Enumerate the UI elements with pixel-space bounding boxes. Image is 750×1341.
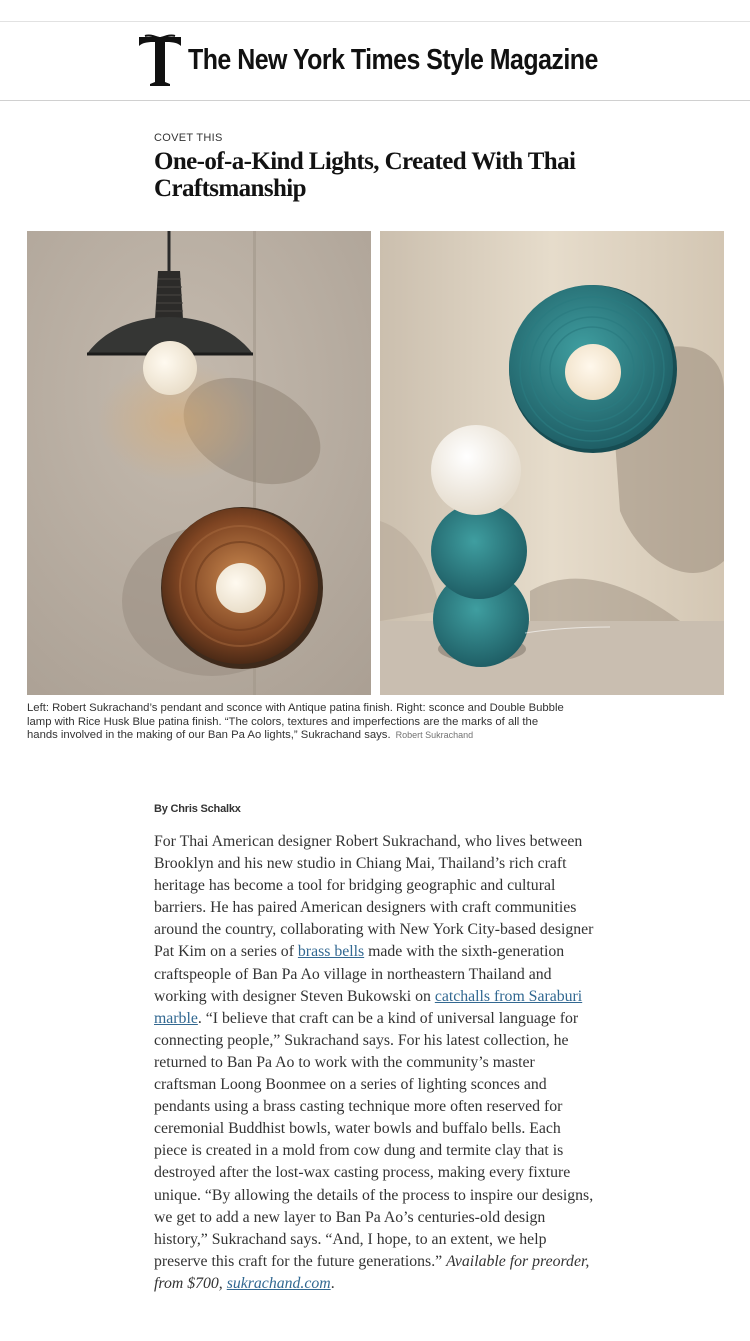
body-end: .	[330, 1274, 335, 1292]
availability-note: Available for preorder, from $700,	[154, 1252, 590, 1292]
body-text-1: For Thai American designer Robert Sukrachand, who lives between Brooklyn and his new studio in Chiang Mai, Thailand’s rich craft heritage has become a tool for bridging geographic and cultural barriers. He has paired American designers with craft communities around the country, collaborating with New York City-based designer Pat Kim on a series of	[154, 833, 594, 961]
photo-sconce-and-double-bubble-lamp	[380, 231, 724, 695]
photo-credit: Robert Sukrachand	[395, 730, 474, 740]
sukrachand-website-link[interactable]: sukrachand.com	[226, 1274, 331, 1292]
article-kicker[interactable]: COVET THIS	[154, 132, 223, 144]
body-text-3: . “I believe that craft can be a kind of universal language for connecting people,” Sukrachand says. For his latest collection, he returned to Ban Pa Ao to work with the community’s master craftsman Loong Boonmee on a series of lighting sconces and pendants using a brass casting technique more often reserved for ceremonial Buddhist bowls, water bowls and buffalo bells. Each piece is created in a mold from cow dung and termite clay that is destroyed after the lost-wax casting process, making every fixture unique. “By allowing the details of the process to inspire our designs, we get to add a new layer to Ban Pa Ao’s centuries-old design history,” Sukrachand says. “And, I hope, to an extent, we help preserve this craft for the future generations.”	[154, 1009, 594, 1270]
article-body	[154, 831, 598, 1295]
body-text-2: made with the sixth-generation craftspeople of Ban Pa Ao village in northeastern Thailand and working with designer Steven Bukowski on	[154, 943, 565, 1005]
photo-caption	[27, 702, 567, 743]
masthead-title[interactable]: The New York Times Style Magazine	[188, 44, 598, 76]
brass-bells-link[interactable]: brass bells	[297, 943, 365, 961]
photo-pendant-and-sconce	[27, 231, 371, 695]
caption-text: Left: Robert Sukrachand’s pendant and sconce with Antique patina finish. Right: sconce and Double Bubble lamp with Rice Husk Blue patina finish. “The colors, textures and imperfections are the marks of all the hands involved in the making of our Ban Pa Ao lights,” Sukrachand says.	[27, 702, 564, 741]
top-bar	[0, 0, 750, 22]
masthead	[0, 22, 750, 101]
catchalls-link[interactable]: catchalls from Saraburi marble	[154, 987, 583, 1027]
t-magazine-logo-icon[interactable]	[137, 34, 183, 86]
article-byline[interactable]: By Chris Schalkx	[154, 803, 241, 815]
article-headline: One-of-a-Kind Lights, Created With Thai Craftsmanship	[154, 148, 576, 202]
